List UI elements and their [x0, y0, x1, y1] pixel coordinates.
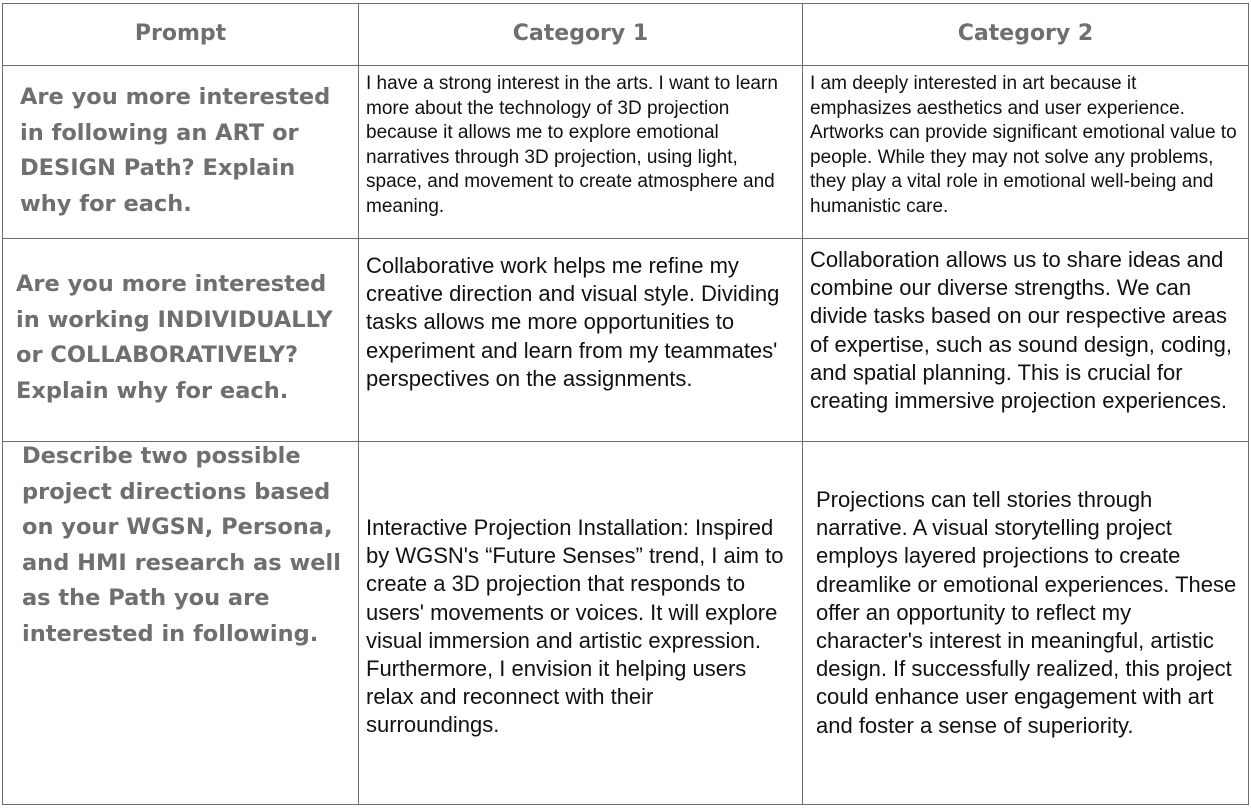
row2-category-2: Collaboration allows us to share ideas and combine our diverse strengths. We can divide tasks based on our respective areas of expertise, such as sound design, coding, and spatial planning. This is crucial for creating immersive projection experiences.: [810, 247, 1232, 414]
row1-prompt: Are you more interested in following an ART or DESIGN Path? Explain why for each.: [20, 84, 331, 217]
table-border-left: [2, 3, 3, 805]
header-category-2: Category 2: [957, 20, 1094, 46]
table-divider-col1: [358, 3, 359, 805]
row1-category-2: I am deeply interested in art because it emphasizes aesthetics and user experience. Artworks can provide significant emotional value to people. While they may not solve any problems, they play a vital role in emotional well-being and humanistic care.: [810, 73, 1237, 217]
header-prompt: Prompt: [134, 20, 227, 46]
table-divider-col2: [802, 3, 803, 805]
header-divider: [2, 65, 1249, 66]
header-category-1: Category 1: [512, 20, 649, 46]
row2-category-1: Collaborative work helps me refine my creative direction and visual style. Dividing tasks allows me more opportunities to experiment and learn from my teammates' perspectives on the assignments.: [366, 253, 780, 391]
table-border-right: [1248, 3, 1249, 805]
row3-category-2: Projections can tell stories through narrative. A visual storytelling project employs layered projections to create dreamlike or emotional experiences. These offer an opportunity to reflect my character's interest in meaningful, artistic design. If successfully realized, this project could enhance user engagement with art and foster a sense of superiority.: [816, 487, 1237, 738]
row1-divider: [2, 238, 1249, 239]
row3-prompt: Describe two possible project directions based on your WGSN, Persona, and HMI research as well as the Path you are interested in following.: [22, 443, 341, 647]
row3-category-1: Interactive Projection Installation: Inspired by WGSN's “Future Senses” trend, I aim to create a 3D projection that responds to users' movements or voices. It will explore visual immersion and artistic expression. Furthermore, I envision it helping users relax and reconnect with their surroundings.: [366, 515, 784, 738]
row1-category-1: I have a strong interest in the arts. I want to learn more about the technology of 3D projection because it allows me to explore emotional narratives through 3D projection, using light, space, and movement to create atmosphere and meaning.: [366, 73, 778, 217]
row2-prompt: Are you more interested in working INDIVIDUALLY or COLLABORATIVELY? Explain why for each.: [16, 271, 333, 404]
table-border-bottom: [2, 804, 1249, 805]
